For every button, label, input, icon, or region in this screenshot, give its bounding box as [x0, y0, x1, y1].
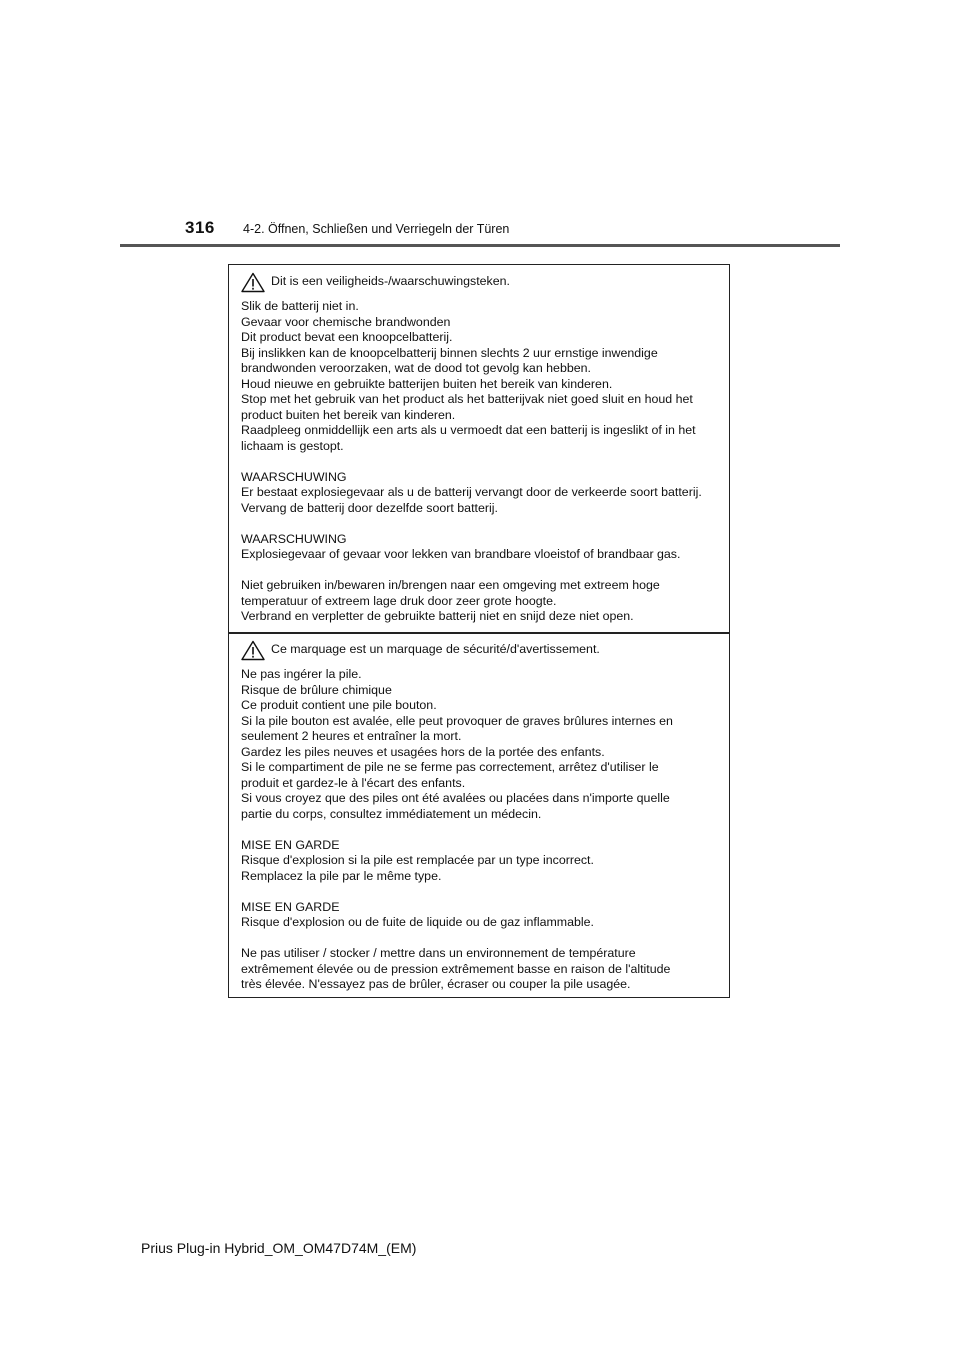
dutch-text-line: Dit product bevat een knoopcelbatterij.: [241, 330, 453, 344]
french-text-line: très élevée. N'essayez pas de brûler, écraser ou couper la pile usagée.: [241, 977, 631, 991]
french-paragraph: [241, 946, 725, 993]
french-paragraph: [241, 838, 725, 885]
french-heading: Ce marquage est un marquage de sécurité/d'avertissement.: [271, 642, 600, 657]
french-text-line: seulement 2 heures et entraîner la mort.: [241, 729, 462, 743]
french-text-line: Si vous croyez que des piles ont été avalées ou placées dans n'importe quelle: [241, 791, 670, 805]
dutch-text-line: Niet gebruiken in/bewaren in/brengen naar een omgeving met extreem hoge: [241, 578, 660, 592]
dutch-text-line: product buiten het bereik van kinderen.: [241, 407, 456, 422]
dutch-paragraph: [241, 578, 725, 625]
french-text-line: Risque d'explosion ou de fuite de liquide ou de gaz inflammable.: [241, 915, 594, 929]
french-text-line: Risque de brûlure chimique: [241, 682, 392, 697]
page-number: 316: [185, 218, 215, 237]
dutch-text-line: WAARSCHUWING: [241, 469, 347, 484]
dutch-text-line: Stop met het gebruik van het product als het batterijvak niet goed sluit en houd het: [241, 392, 693, 406]
french-text-line: MISE EN GARDE: [241, 837, 340, 852]
french-paragraph: [241, 667, 725, 822]
dutch-paragraph: [241, 532, 725, 563]
dutch-text-line: Bij inslikken kan de knoopcelbatterij binnen slechts 2 uur ernstige inwendige: [241, 345, 658, 360]
french-text-line: extrêmement élevée ou de pression extrêmement basse en raison de l'altitude: [241, 961, 671, 976]
french-text-line: Risque d'explosion si la pile est remplacée par un type incorrect.: [241, 853, 594, 867]
french-text-line: MISE EN GARDE: [241, 899, 340, 914]
warning-triangle-icon: [241, 272, 265, 293]
dutch-warning-panel: [229, 265, 729, 633]
warning-label-box: [228, 264, 730, 998]
dutch-text-line: Vervang de batterij door dezelfde soort batterij.: [241, 500, 498, 515]
french-warning-panel: [229, 633, 729, 997]
french-paragraph: [241, 900, 725, 931]
dutch-text-line: Gevaar voor chemische brandwonden: [241, 314, 451, 329]
warning-triangle-icon: [241, 640, 265, 661]
dutch-paragraph: [241, 299, 725, 454]
dutch-text-line: temperatuur of extreem lage druk door zeer grote hoogte.: [241, 593, 557, 608]
french-text-line: Remplacez la pile par le même type.: [241, 868, 442, 883]
dutch-text-line: Slik de batterij niet in.: [241, 299, 359, 313]
dutch-text-line: WAARSCHUWING: [241, 531, 347, 546]
french-text-line: partie du corps, consultez immédiatement un médecin.: [241, 806, 542, 821]
french-text-line: Ce produit contient une pile bouton.: [241, 698, 437, 712]
dutch-text-line: lichaam is gestopt.: [241, 438, 344, 453]
footer-document-id: Prius Plug-in Hybrid_OM_OM47D74M_(EM): [141, 1240, 417, 1256]
header-divider: [120, 244, 840, 247]
french-text-line: Si le compartiment de pile ne se ferme pas correctement, arrêtez d'utiliser le: [241, 760, 659, 774]
french-heading-row: [241, 639, 725, 661]
dutch-text-line: Explosiegevaar of gevaar voor lekken van brandbare vloeistof of brandbaar gas.: [241, 547, 681, 561]
french-text-line: Si la pile bouton est avalée, elle peut provoquer de graves brûlures internes en: [241, 713, 673, 728]
french-body: [241, 667, 725, 993]
dutch-text-line: Houd nieuwe en gebruikte batterijen buiten het bereik van kinderen.: [241, 376, 613, 391]
section-title: 4-2. Öffnen, Schließen und Verriegeln der Türen: [243, 222, 510, 236]
dutch-text-line: Raadpleeg onmiddellijk een arts als u vermoedt dat een batterij is ingeslikt of in het: [241, 423, 696, 437]
dutch-body: [241, 299, 725, 625]
dutch-heading: Dit is een veiligheids-/waarschuwingsteken.: [271, 274, 510, 289]
dutch-text-line: Verbrand en verpletter de gebruikte batterij niet en snijd deze niet open.: [241, 609, 634, 623]
french-text-line: Ne pas utiliser / stocker / mettre dans un environnement de température: [241, 946, 636, 960]
dutch-heading-row: [241, 271, 725, 293]
dutch-paragraph: [241, 470, 725, 517]
french-text-line: produit et gardez-le à l'écart des enfants.: [241, 775, 466, 790]
dutch-text-line: Er bestaat explosiegevaar als u de batterij vervangt door de verkeerde soort batterij.: [241, 485, 702, 499]
dutch-text-line: brandwonden veroorzaken, wat de dood tot gevolg kan hebben.: [241, 361, 591, 375]
french-text-line: Ne pas ingérer la pile.: [241, 667, 362, 681]
french-text-line: Gardez les piles neuves et usagées hors de la portée des enfants.: [241, 744, 605, 759]
